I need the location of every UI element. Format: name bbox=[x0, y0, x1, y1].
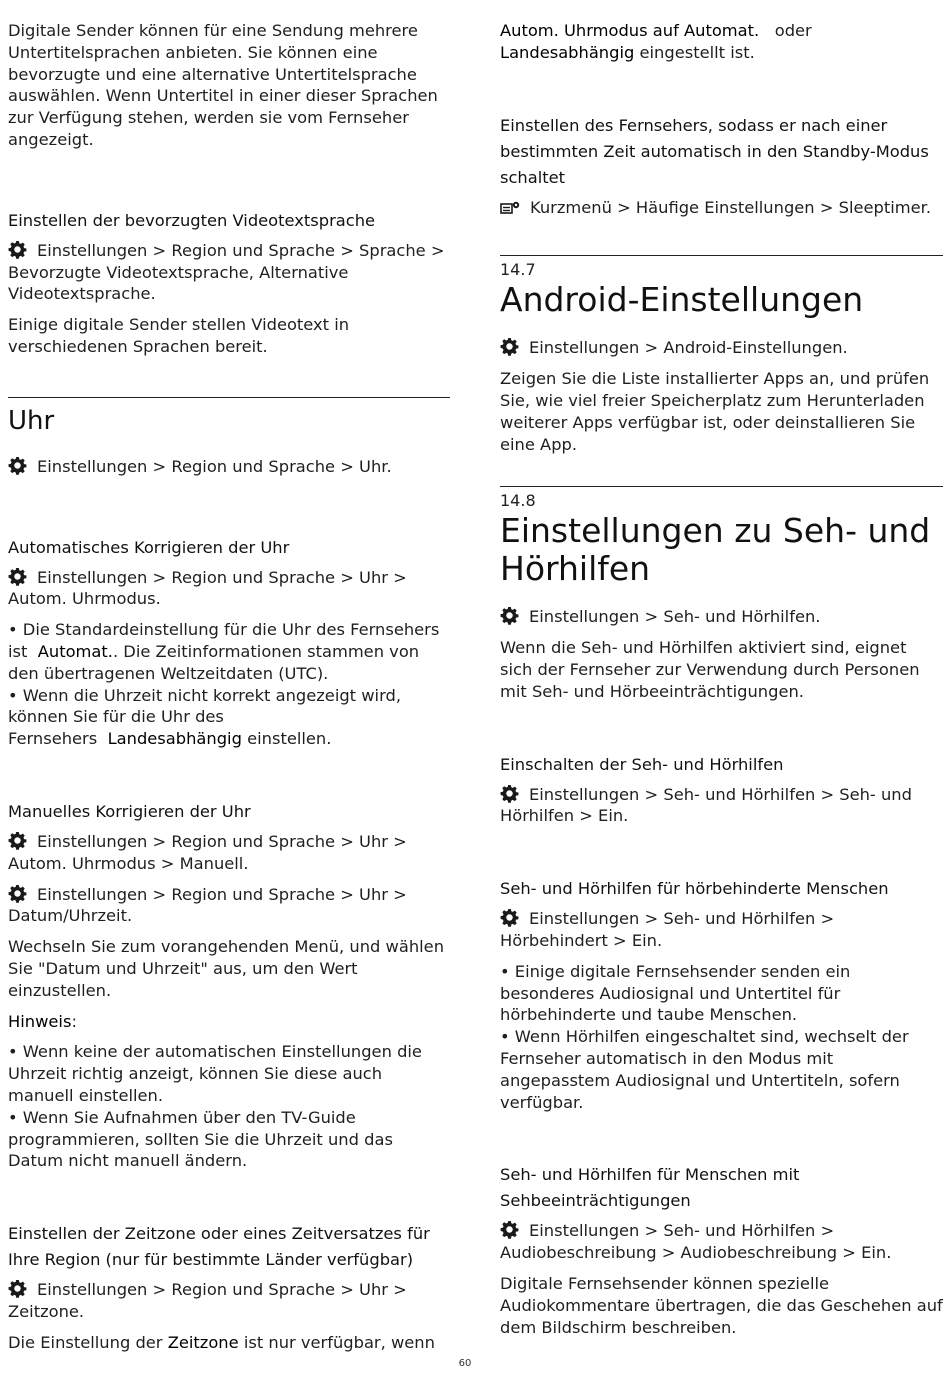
visually-impaired-path bbox=[500, 1220, 943, 1264]
manual-clock-text: Wechseln Sie zum vorangehenden Menü, und wählen Sie "Datum und Uhrzeit" aus, um den Wert einzustellen. bbox=[8, 937, 445, 1000]
hearing-bullet-1: • Einige digitale Fernsehsender senden ein besonderes Audiosignal und Untertitel für hörbehinderte und taube Menschen. bbox=[500, 961, 851, 1025]
videotext-heading: Einstellen der bevorzugten Videotextsprache bbox=[8, 210, 376, 230]
android-section-number: 14.7 bbox=[500, 260, 536, 280]
left-column bbox=[8, 20, 450, 1362]
gear-icon bbox=[8, 240, 27, 259]
uhr-path-text: Einstellungen > Region und Sprache > Uhr. bbox=[37, 456, 392, 476]
section-rule bbox=[8, 397, 450, 398]
gear-icon bbox=[8, 456, 27, 475]
accessibility-section-number: 14.8 bbox=[500, 491, 536, 511]
timezone-continuation: Autom. Uhrmodus auf Automat. oder Landesabhängig eingestellt ist. bbox=[500, 21, 812, 62]
manual-clock-path-2 bbox=[8, 884, 450, 928]
timezone-path bbox=[8, 1279, 450, 1323]
uhr-title: Uhr bbox=[8, 405, 55, 436]
accessibility-path-text: Einstellungen > Seh- und Hörhilfen. bbox=[529, 607, 821, 627]
gear-icon bbox=[8, 1279, 27, 1298]
quick-menu-icon bbox=[500, 200, 520, 216]
timezone-heading: Einstellen der Zeitzone oder eines Zeitversatzes für Ihre Region (nur für bestimmte Länder verfügbar) bbox=[8, 1224, 430, 1270]
manual-clock-heading: Manuelles Korrigieren der Uhr bbox=[8, 801, 251, 821]
enable-path-text: Einstellungen > Seh- und Hörhilfen > Seh- und Hörhilfen > Ein. bbox=[500, 784, 912, 826]
manual-clock-path-1 bbox=[8, 831, 450, 875]
hinweis-label: Hinweis: bbox=[8, 1011, 77, 1031]
section-rule bbox=[500, 255, 943, 256]
enable-accessibility-heading: Einschalten der Seh- und Hörhilfen bbox=[500, 754, 784, 774]
android-path bbox=[500, 337, 943, 359]
auto-clock-path-text: Einstellungen > Region und Sprache > Uhr > Autom. Uhrmodus. bbox=[8, 567, 407, 609]
visual-path-text: Einstellungen > Seh- und Hörhilfen > Audiobeschreibung > Audiobeschreibung > Ein. bbox=[500, 1221, 892, 1263]
videotext-path bbox=[8, 240, 450, 305]
hearing-bullet-2: • Wenn Hörhilfen eingeschaltet sind, wechselt der Fernseher automatisch in den Modus mit angepasstem Audiosignal und Untertiteln, sofern verfügbar. bbox=[500, 1027, 909, 1112]
sleeptimer-path bbox=[500, 197, 943, 219]
gear-icon bbox=[500, 1220, 519, 1239]
section-rule bbox=[500, 486, 943, 487]
gear-icon bbox=[500, 337, 519, 356]
intro-paragraph: Digitale Sender können für eine Sendung mehrere Untertitelsprachen anbieten. Sie können eine bevorzugte und eine alternative Untertitelsprache auswählen. Wenn Untertitel in einer dieser Sprachen zur Verfügung stehen, werden sie vom Fernseher angezeigt. bbox=[8, 21, 438, 149]
hinweis-bullet-1: • Wenn keine der automatischen Einstellungen die Uhrzeit richtig anzeigt, können Sie diese auch manuell einstellen. bbox=[8, 1042, 422, 1105]
android-path-text: Einstellungen > Android-Einstellungen. bbox=[529, 338, 848, 358]
android-title: Android-Einstellungen bbox=[500, 280, 864, 320]
videotext-path-text: Einstellungen > Region und Sprache > Sprache > Bevorzugte Videotextsprache, Alternative Videotextsprache. bbox=[8, 240, 445, 304]
gear-icon bbox=[8, 831, 27, 850]
gear-icon bbox=[500, 908, 519, 927]
enable-accessibility-path bbox=[500, 784, 943, 828]
android-text: Zeigen Sie die Liste installierter Apps an, und prüfen Sie, wie viel freier Speicherplatz zum Herunterladen weiterer Apps verfügbar ist, oder deinstallieren Sie eine App. bbox=[500, 369, 930, 454]
accessibility-title: Einstellungen zu Seh- und Hörhilfen bbox=[500, 511, 931, 589]
auto-clock-path bbox=[8, 567, 450, 611]
hearing-impaired-path bbox=[500, 908, 943, 952]
gear-icon bbox=[500, 606, 519, 625]
right-column bbox=[500, 20, 943, 1347]
auto-clock-bullet-1: • Die Standardeinstellung für die Uhr des Fernsehers ist Automat.. Die Zeitinformationen stammen von den übertragenen Weltzeitdaten (UTC). bbox=[8, 620, 440, 683]
gear-icon bbox=[500, 784, 519, 803]
hearing-impaired-heading: Seh- und Hörhilfen für hörbehinderte Menschen bbox=[500, 879, 889, 899]
timezone-text: Die Einstellung der Zeitzone ist nur verfügbar, wenn bbox=[8, 1332, 435, 1352]
timezone-path-text: Einstellungen > Region und Sprache > Uhr > Zeitzone. bbox=[8, 1280, 407, 1321]
gear-icon bbox=[8, 567, 27, 586]
manual-path-2-text: Einstellungen > Region und Sprache > Uhr > Datum/Uhrzeit. bbox=[8, 884, 407, 926]
videotext-text: Einige digitale Sender stellen Videotext in verschiedenen Sprachen bereit. bbox=[8, 315, 350, 356]
page-number: 60 bbox=[458, 1358, 472, 1369]
visually-impaired-heading: Seh- und Hörhilfen für Menschen mit Sehbeeinträchtigungen bbox=[500, 1165, 800, 1211]
accessibility-text: Wenn die Seh- und Hörhilfen aktiviert sind, eignet sich der Fernseher zur Verwendung durch Personen mit Seh- und Hörbeeinträchtigungen. bbox=[500, 638, 920, 701]
sleeptimer-path-text: Kurzmenü > Häufige Einstellungen > Sleeptimer. bbox=[530, 197, 931, 217]
accessibility-path bbox=[500, 606, 943, 628]
visually-impaired-text: Digitale Fernsehsender können spezielle Audiokommentare übertragen, die das Geschehen auf dem Bildschirm beschreiben. bbox=[500, 1273, 943, 1337]
manual-path-1-text: Einstellungen > Region und Sprache > Uhr > Autom. Uhrmodus > Manuell. bbox=[8, 831, 407, 873]
hinweis-bullet-2: • Wenn Sie Aufnahmen über den TV-Guide programmieren, sollten Sie die Uhrzeit und das Datum nicht manuell ändern. bbox=[8, 1107, 393, 1171]
hearing-path-text: Einstellungen > Seh- und Hörhilfen > Hörbehindert > Ein. bbox=[500, 909, 835, 950]
auto-clock-heading: Automatisches Korrigieren der Uhr bbox=[8, 537, 290, 557]
gear-icon bbox=[8, 884, 27, 903]
uhr-path bbox=[8, 456, 450, 478]
sleeptimer-heading: Einstellen des Fernsehers, sodass er nach einer bestimmten Zeit automatisch in den Standby-Modus schaltet bbox=[500, 115, 929, 187]
auto-clock-bullet-2: • Wenn die Uhrzeit nicht korrekt angezeigt wird, können Sie für die Uhr des Fernsehers Landesabhängig einstellen. bbox=[8, 685, 401, 749]
